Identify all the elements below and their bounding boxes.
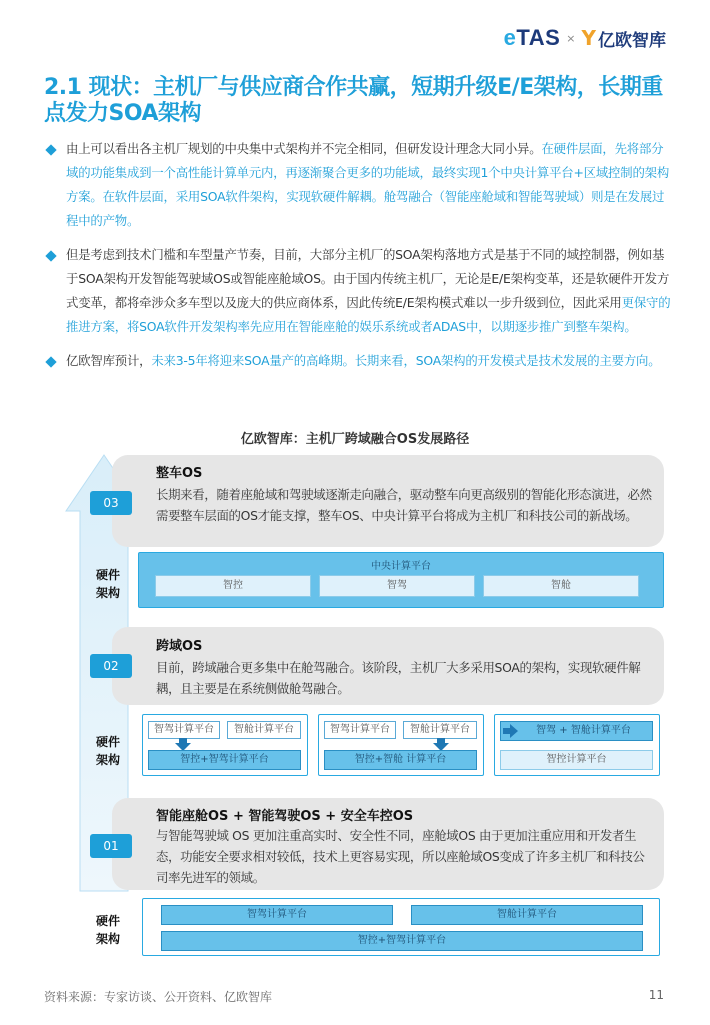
stage-title: 整车OS bbox=[156, 466, 203, 481]
header-logos bbox=[504, 26, 666, 50]
stage-card-02 bbox=[112, 627, 664, 705]
right-arrow-icon bbox=[503, 724, 519, 738]
bullet-highlight-text: 未来3-5年将迎来SOA量产的高峰期。长期来看，SOA架构的开发模式是技术发展的主要方向。 bbox=[151, 353, 661, 368]
hardware-arch-label bbox=[96, 733, 120, 769]
hw-box: 智驾计算平台 bbox=[161, 905, 393, 925]
page-title: 2.1 现状：主机厂与供应商合作共赢，短期升级E/E架构，长期重点发力SOA架构 bbox=[44, 75, 663, 126]
hw-box: 智控+智驾计算平台 bbox=[148, 750, 301, 770]
hw-label-line: 架构 bbox=[96, 586, 121, 600]
stage-number-badge: 01 bbox=[90, 834, 132, 858]
hw-box: 智舱计算平台 bbox=[227, 721, 301, 739]
hw-label-line: 硬件 bbox=[96, 914, 121, 928]
bullet-item bbox=[44, 349, 674, 373]
hw-box: 智驾 bbox=[319, 575, 475, 597]
hardware-group-2 bbox=[318, 714, 484, 776]
hardware-group-1 bbox=[142, 714, 308, 776]
stage-description: 长期来看，随着座舱域和驾驶域逐渐走向融合，驱动整车向更高级别的智能化形态演进，必然需要整车层面的OS才能支撑，整车OS、中央计算平台将成为主机厂和科技公司的新战场。 bbox=[156, 487, 652, 523]
yiou-logo-mark-icon: Y bbox=[581, 26, 596, 50]
bullet-item bbox=[44, 137, 674, 233]
hw-box: 智控+智舱 计算平台 bbox=[324, 750, 477, 770]
stage-description: 与智能驾驶域 OS 更加注重高实时、安全性不同，座舱域OS 由于更加注重应用和开发者生态，功能安全要求相对较低，技术上更容易实现，所以座舱域OS变成了许多主机厂和科技公司率先进军的领域。 bbox=[156, 828, 645, 885]
stage-number-badge: 02 bbox=[90, 654, 132, 678]
hw-label-line: 硬件 bbox=[96, 568, 121, 582]
bullet-diamond-icon bbox=[45, 250, 56, 261]
hw-box: 智控 bbox=[155, 575, 311, 597]
hw-box: 智舱 bbox=[483, 575, 639, 597]
hw-box: 智控+智驾计算平台 bbox=[161, 931, 643, 951]
hardware-frame-central bbox=[138, 552, 664, 608]
bullet-highlight-text: 更保守的推进方案，将SOA软件开发架构率先应用在智能座舱的娱乐系统或者ADAS中，以期逐步推广到整车架构。 bbox=[66, 295, 671, 334]
stage-card-01 bbox=[112, 798, 664, 890]
bullet-text: 亿欧智库预计， bbox=[66, 353, 152, 368]
bullet-text: 但是考虑到技术门槛和车型量产节奏，目前，大部分主机厂的SOA架构落地方式是基于不同的域控制器，例如基于SOA架构开发智能驾驶域OS或智能座舱域OS。由于国内传统主机厂，无论是E/E架构变革，还是软硬件开发方式变革，都将牵涉众多车型以及庞大的供应商体系，因此传统E/E架构模式难以一步升级到位，因此采用 bbox=[66, 247, 670, 310]
stage-title: 跨域OS bbox=[156, 639, 203, 654]
hardware-arch-label bbox=[96, 912, 120, 948]
hw-label-line: 架构 bbox=[96, 753, 121, 767]
figure-title: 亿欧智库：主机厂跨域融合OS发展路径 bbox=[240, 432, 470, 447]
hw-label-line: 架构 bbox=[96, 932, 121, 946]
yiou-logo bbox=[582, 26, 666, 51]
stage-description: 目前，跨域融合更多集中在舱驾融合。该阶段，主机厂大多采用SOA的架构，实现软硬件解耦，且主要是在系统侧做舱驾融合。 bbox=[156, 660, 641, 696]
yiou-logo-text: 亿欧智库 bbox=[598, 30, 666, 51]
central-platform-label: 中央计算平台 bbox=[371, 561, 431, 572]
stage-title: 智能座舱OS + 智能驾驶OS + 安全车控OS bbox=[156, 809, 414, 824]
hw-box: 智驾 + 智舱计算平台 bbox=[500, 721, 653, 741]
hardware-arch-label bbox=[96, 566, 120, 602]
hw-box: 智舱计算平台 bbox=[411, 905, 643, 925]
page-number: 11 bbox=[648, 988, 664, 1002]
bullet-diamond-icon bbox=[45, 356, 56, 367]
hardware-frame-stage1 bbox=[142, 898, 660, 956]
etas-logo: eTAS bbox=[503, 25, 561, 50]
bullet-item bbox=[44, 243, 674, 339]
hw-box: 智舱计算平台 bbox=[403, 721, 477, 739]
stage-card-03 bbox=[112, 455, 664, 547]
hardware-group-3 bbox=[494, 714, 660, 776]
bullet-text: 由上可以看出各主机厂规划的中央集中式架构并不完全相同，但研发设计理念大同小异。 bbox=[66, 141, 542, 156]
bullet-highlight-text: 在硬件层面，先将部分域的功能集成到一个高性能计算单元内，再逐渐聚合更多的功能域，最终实现1个中央计算平台+区域控制的架构方案。在软件层面，采用SOA软件架构，实现软硬件解耦。舱驾融合（智能座舱域和智能驾驶域）则是在发展过程中的产物。 bbox=[66, 141, 670, 228]
logo-separator: × bbox=[566, 31, 576, 45]
bullet-list bbox=[44, 137, 674, 383]
hw-label-line: 硬件 bbox=[96, 735, 121, 749]
hw-box: 智驾计算平台 bbox=[324, 721, 396, 739]
stage-number-badge: 03 bbox=[90, 491, 132, 515]
source-note: 资料来源：专家访谈、公开资料、亿欧智库 bbox=[44, 990, 273, 1004]
bullet-diamond-icon bbox=[45, 144, 56, 155]
hw-box: 智控计算平台 bbox=[500, 750, 653, 770]
hw-box: 智驾计算平台 bbox=[148, 721, 220, 739]
